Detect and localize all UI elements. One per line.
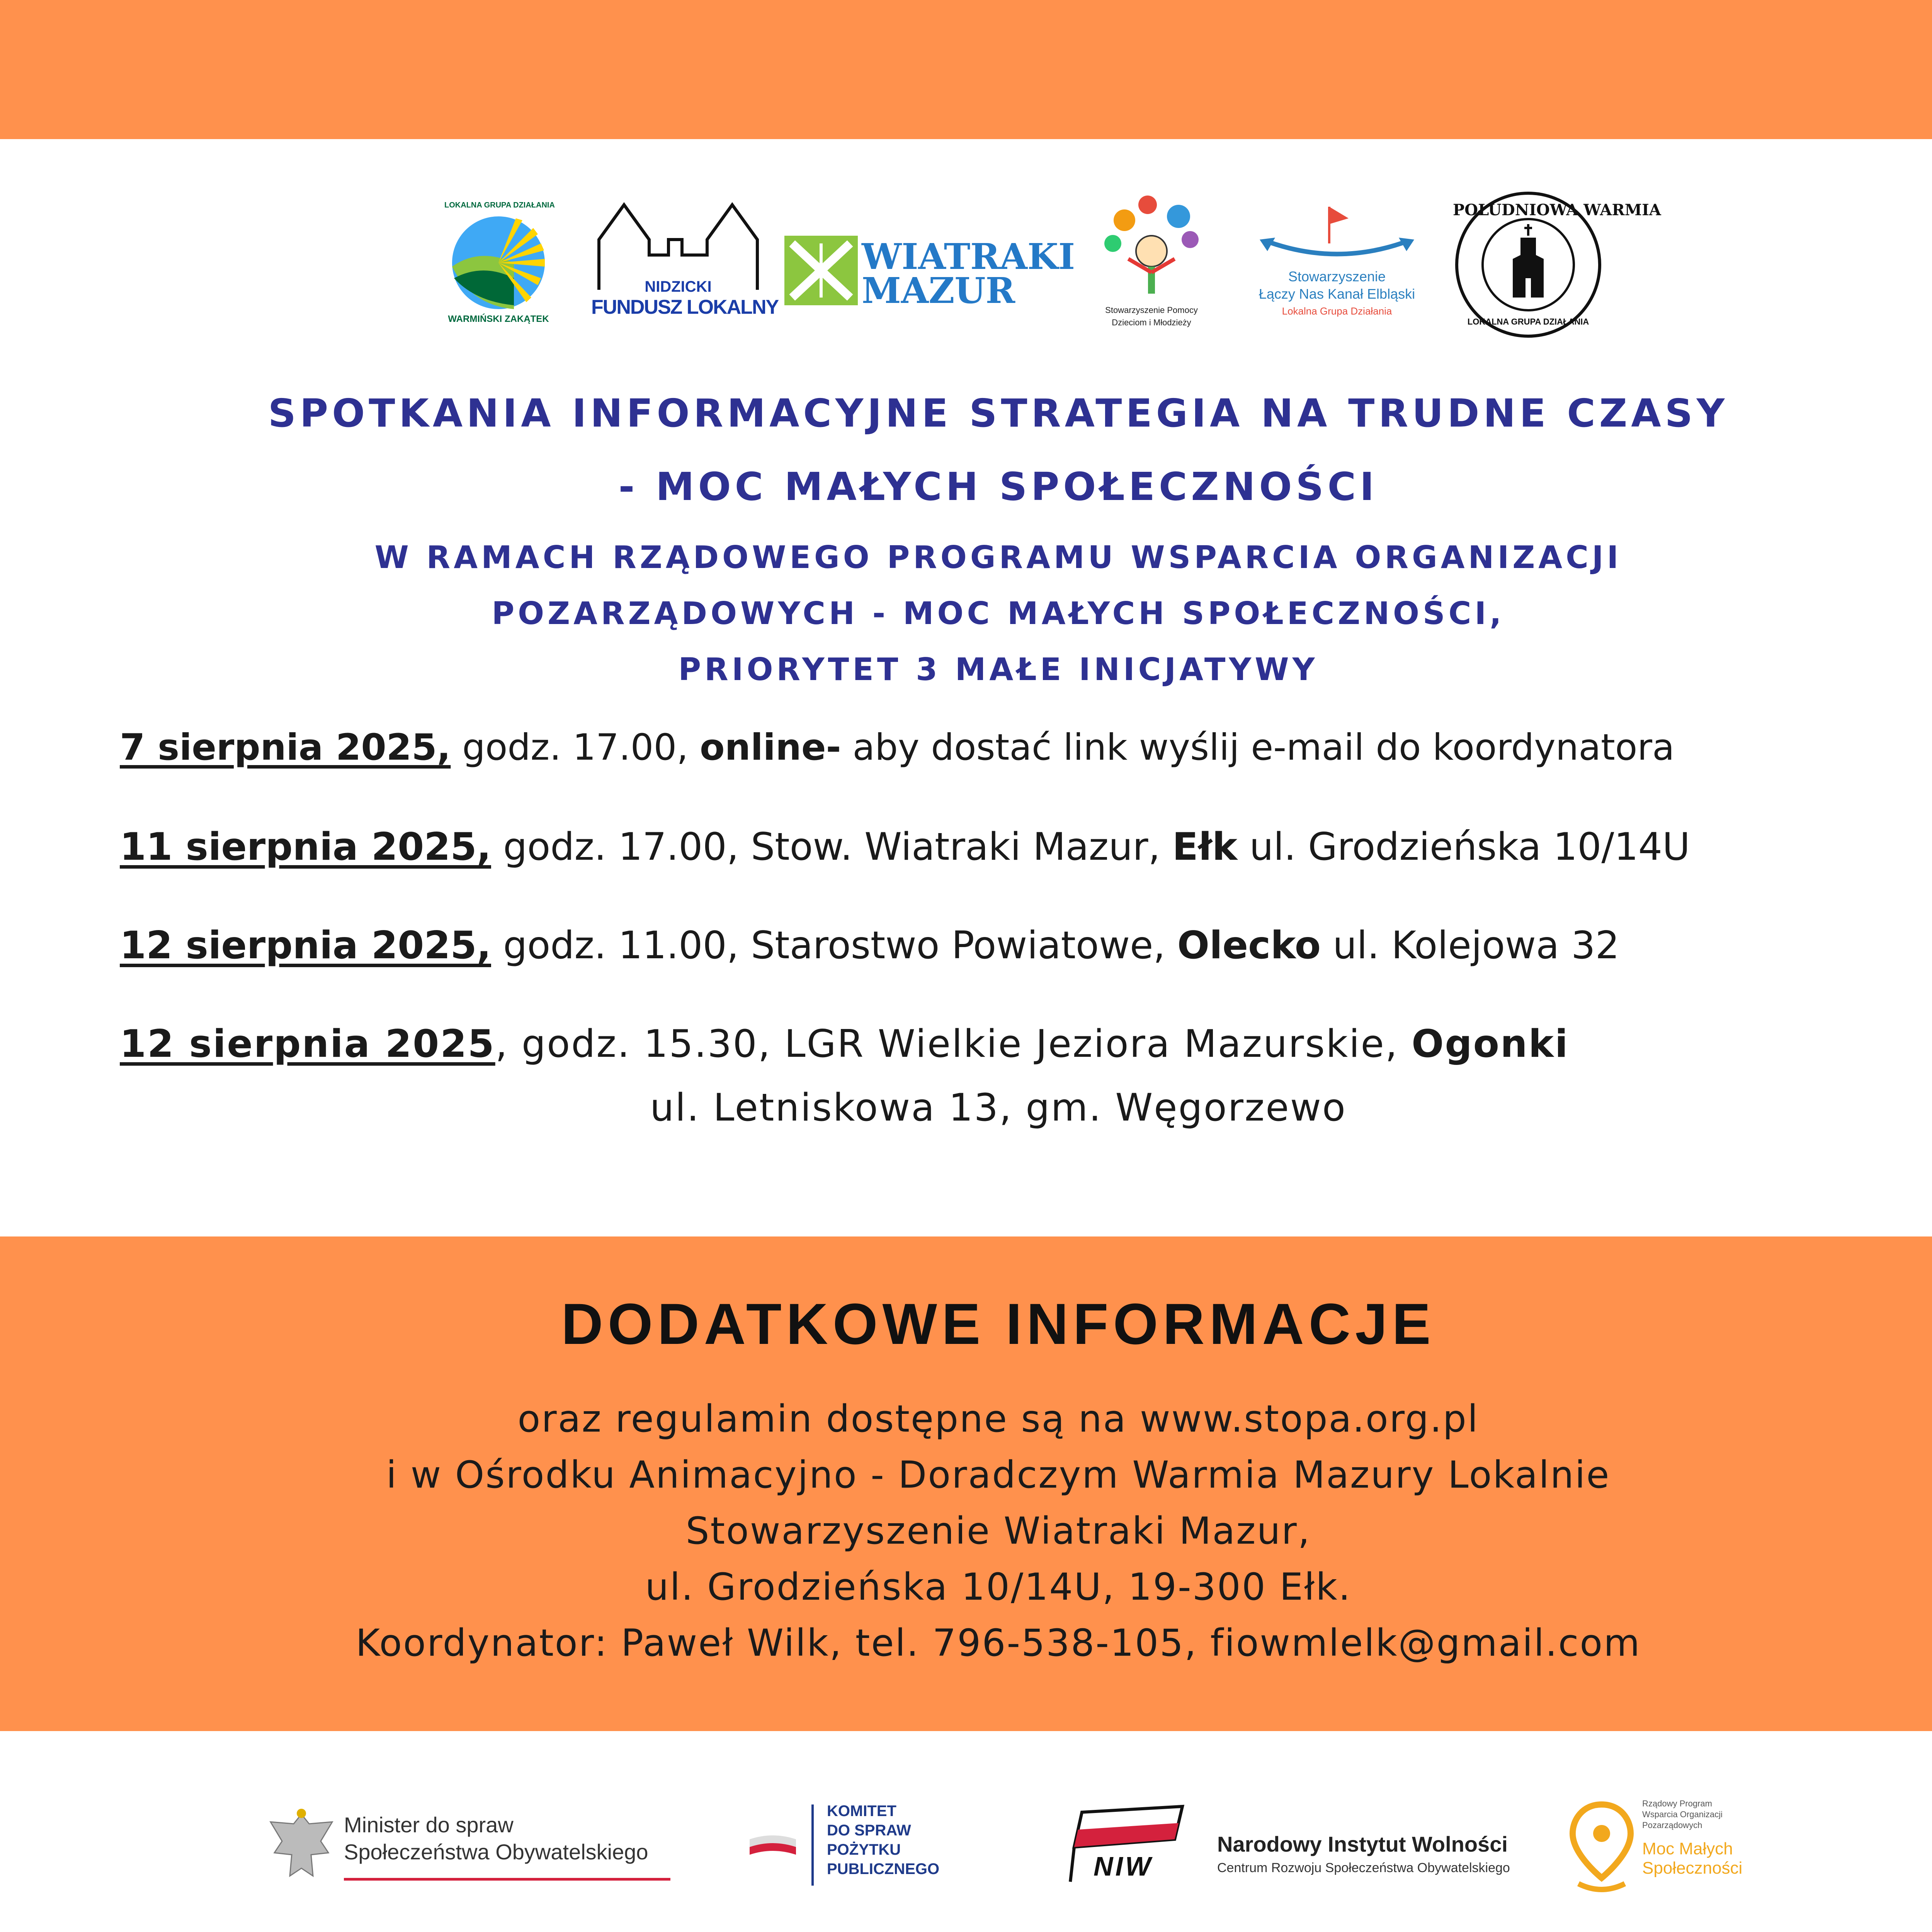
niw-name: Narodowy Instytut Wolności (1217, 1832, 1508, 1856)
logo-poludniowa-warmia (1453, 189, 1661, 340)
flag-icon (746, 1832, 800, 1862)
minister-line2: Społeczeństwa Obywatelskiego (344, 1840, 648, 1864)
boat-waves-icon (1252, 201, 1422, 263)
meeting-date: 12 sierpnia 2025, (120, 923, 491, 968)
komitet-line4: PUBLICZNEGO (827, 1861, 940, 1878)
meeting-place: Stow. Wiatraki Mazur, (751, 825, 1172, 869)
info-line-2: i w Ośrodku Animacyjno - Doradczym Warmia Mazury Lokalnie (386, 1453, 1611, 1497)
pomocy-line2: Dzieciom i Młodzieży (1112, 318, 1191, 327)
main-heading-line2: - MOC MAŁYCH SPOŁECZNOŚCI (618, 464, 1378, 509)
meeting-time: godz. 17.00, (491, 825, 751, 869)
meeting-time: godz. 17.00, (451, 726, 700, 769)
meeting-2 (120, 825, 1690, 869)
meeting-address: aby dostać link wyślij e-mail do koordynatora (841, 726, 1675, 769)
kanal-line3: Lokalna Grupa Działania (1282, 305, 1392, 317)
meeting-4-line2: ul. Letniskowa 13, gm. Węgorzewo (650, 1086, 1347, 1130)
komitet-divider (811, 1804, 814, 1886)
meeting-4 (120, 1022, 1569, 1066)
wiatraki-line1: WIATRAKI (862, 236, 1075, 277)
footer-niw (1066, 1801, 1530, 1889)
warminski-bottom-text: WARMIŃSKI ZAKĄTEK (448, 314, 549, 324)
meeting-time: godz. 11.00, (491, 923, 751, 968)
info-lines (0, 1391, 1932, 1671)
meeting-town: Ogonki (1412, 1022, 1569, 1066)
main-heading-line1: SPOTKANIA INFORMACYJNE STRATEGIA NA TRUDNE CZASY (268, 391, 1729, 436)
moc-small1: Rządowy Program (1642, 1799, 1712, 1808)
logo-warminski-zakatek (437, 201, 560, 325)
moc-small2: Wsparcia Organizacji (1642, 1810, 1723, 1819)
poludniowa-ring-top: POŁUDNIOWA WARMIA (1453, 201, 1661, 219)
map-pin-icon (1569, 1801, 1634, 1893)
footer-komitet (746, 1801, 1016, 1889)
kanal-line1: Stowarzyszenie (1288, 269, 1386, 284)
eagle-icon (267, 1806, 336, 1884)
minister-red-line (344, 1878, 670, 1881)
warminski-ring-text: LOKALNA GRUPA DZIAŁANIA (444, 201, 555, 209)
komitet-line2: DO SPRAW (827, 1822, 911, 1839)
meeting-date: 7 sierpnia 2025, (120, 726, 451, 769)
meeting-1 (120, 726, 1675, 769)
meeting-3 (120, 923, 1619, 968)
meeting-date: 11 sierpnia 2025, (120, 825, 491, 869)
nidzicki-line2: FUNDUSZ LOKALNY (591, 296, 779, 318)
sub-heading-line1: W RAMACH RZĄDOWEGO PROGRAMU WSPARCIA ORGANIZACJI (374, 539, 1622, 575)
moc-big2: Społeczności (1642, 1859, 1743, 1878)
pomocy-line1: Stowarzyszenie Pomocy (1105, 305, 1198, 315)
sub-heading-line3: PRIORYTET 3 MAŁE INICJATYWY (678, 651, 1318, 687)
meeting-place: LGR Wielkie Jeziora Mazurskie, (784, 1022, 1412, 1066)
meeting-town: online- (700, 726, 841, 769)
niw-sub: Centrum Rozwoju Społeczeństwa Obywatelskiego (1217, 1861, 1510, 1875)
meeting-date: 12 sierpnia 2025 (120, 1022, 495, 1066)
info-line-1: oraz regulamin dostępne są na www.stopa.org.pl (517, 1397, 1479, 1440)
logo-kanal-elblaski (1252, 201, 1422, 328)
info-line-5: Koordynator: Paweł Wilk, tel. 796-538-105, fiowmlelk@gmail.com (355, 1621, 1641, 1665)
poludniowa-ring-bottom: LOKALNA GRUPA DZIAŁANIA (1467, 317, 1589, 327)
meeting-address: ul. Kolejowa 32 (1321, 923, 1619, 968)
logo-wiatraki-mazur (784, 236, 1075, 313)
meeting-town: Olecko (1177, 923, 1321, 968)
logo-nidzicki (591, 197, 779, 325)
meeting-address: ul. Grodzieńska 10/14U (1237, 825, 1690, 869)
info-line-3: Stowarzyszenie Wiatraki Mazur, (685, 1509, 1311, 1553)
meeting-time: , godz. 15.30, (495, 1022, 785, 1066)
moc-big1: Moc Małych (1642, 1839, 1733, 1858)
wiatraki-line2: MAZUR (862, 270, 1015, 311)
sub-heading-line2: POZARZĄDOWYCH - MOC MAŁYCH SPOŁECZNOŚCI, (492, 595, 1505, 631)
meeting-town: Ełk (1172, 825, 1238, 869)
moc-small3: Pozarządowych (1642, 1820, 1702, 1830)
sub-heading (116, 529, 1881, 697)
meeting-place: Starostwo Powiatowe, (751, 923, 1177, 968)
komitet-line1: KOMITET (827, 1803, 896, 1820)
windmill-icon (784, 236, 858, 305)
nidzicki-line1: NIDZICKI (645, 278, 712, 295)
warminski-emblem (437, 201, 560, 325)
kanal-line2: Łączy Nas Kanał Elbląski (1259, 286, 1415, 302)
niw-mark: NIW (1094, 1851, 1153, 1881)
minister-line1: Minister do spraw (344, 1813, 514, 1837)
komitet-line3: POŻYTKU (827, 1841, 901, 1858)
main-heading (116, 377, 1881, 524)
child-juggler-icon (1090, 189, 1213, 305)
logo-pomocy-dzieciom (1090, 189, 1213, 336)
top-orange-band (0, 0, 1932, 139)
footer-minister (267, 1801, 672, 1889)
footer-moc (1569, 1797, 1785, 1897)
info-line-4: ul. Grodzieńska 10/14U, 19-300 Ełk. (645, 1565, 1352, 1609)
info-title: DODATKOWE INFORMACJE (561, 1291, 1435, 1356)
